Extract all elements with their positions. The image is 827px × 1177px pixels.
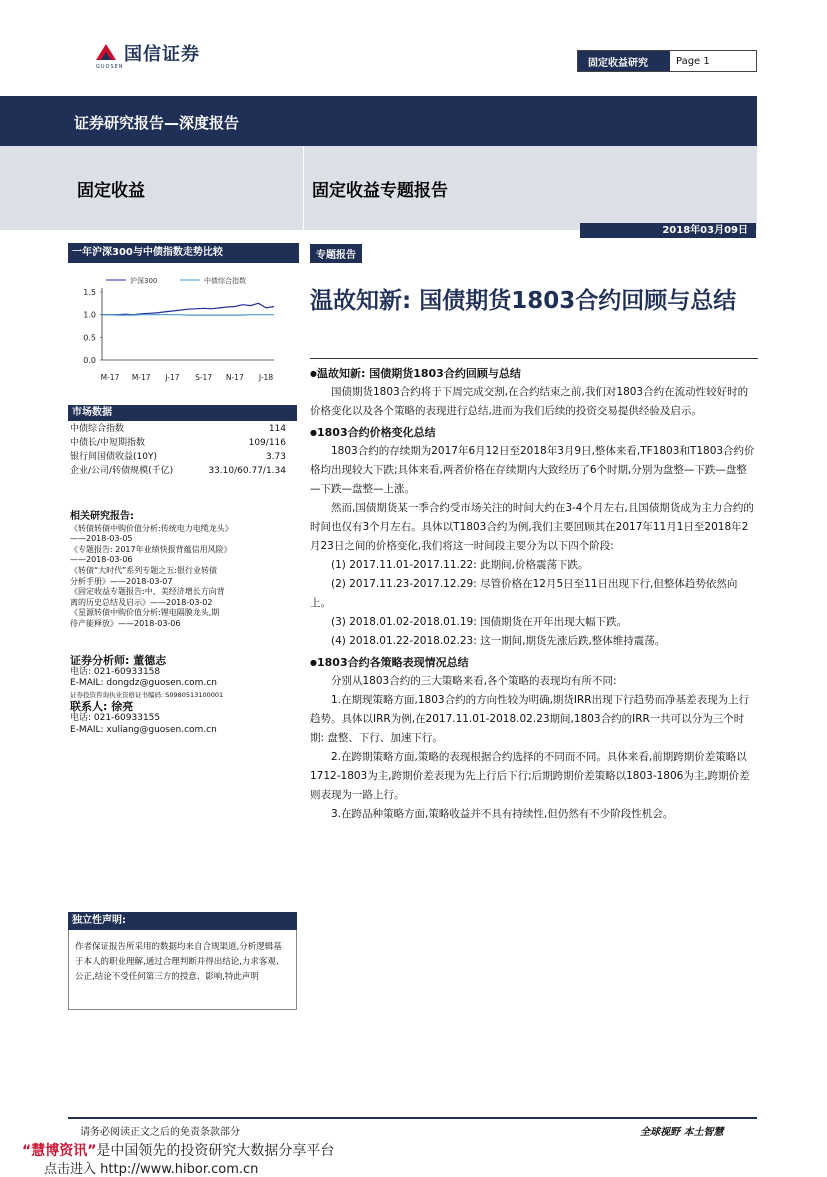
watermark-brand: “慧博资讯” — [22, 1143, 96, 1159]
x-tick-label: M-17 — [101, 373, 120, 382]
index-trend-chart — [68, 266, 299, 390]
related-line: 《转债“大时代”系列专题之五:银行业转债 — [70, 566, 292, 577]
band-divider — [303, 146, 304, 230]
analyst-info — [70, 655, 300, 736]
list-item: (2) 2017.11.23-2017.12.29: 尽管价格在12月5日至11日出现下行,但整体趋势依然向上。 — [310, 575, 756, 613]
contact-email[interactable]: E-MAIL: xuliang@guosen.com.cn — [70, 725, 300, 737]
market-value: 3.73 — [266, 450, 286, 464]
page-header-box — [577, 50, 757, 72]
main-content — [310, 362, 756, 824]
paragraph: 然而,国债期货某一季合约受市场关注的时间大约在3-4个月左右,且国债期货成为主力合约的时间也仅有3个月左右。具体以T1803合约为例,我们主要回顾其在2017年11月1日至2018年2月23日之间的价格变化,我们将这一时间段主要分为以下四个阶段: — [310, 499, 756, 556]
x-tick-label: S-17 — [195, 373, 212, 382]
y-tick-label: 1.0 — [83, 311, 96, 320]
related-line: 《专题报告: 2017年业绩快报背蕴信用风险》 — [70, 545, 292, 556]
independence-heading: 独立性声明: — [68, 912, 297, 930]
legend-label-bond: 中债综合指数 — [204, 276, 246, 285]
list-item: (4) 2018.01.22-2018.02.23: 这一期间,期货先涨后跌,整体维持震荡。 — [310, 632, 756, 651]
market-row — [70, 422, 286, 436]
guosen-logo-icon — [92, 40, 120, 64]
footer-rule — [68, 1117, 757, 1119]
section-heading: ● 1803合约价格变化总结 — [310, 423, 756, 442]
paragraph: 1803合约的存续期为2017年6月12日至2018年3月9日,整体来看,TF1803和T1803合约价格均出现较大下跌;具体来看,两者价格在存续期内大致经历了6个时期,分别为盘整—下跌—盘整—下跌—盘整—上涨。 — [310, 442, 756, 499]
series-line-0 — [102, 303, 274, 314]
list-item: (3) 2018.01.02-2018.01.19: 国债期货在开年出现大幅下跌。 — [310, 613, 756, 632]
x-tick-label: M-17 — [132, 373, 151, 382]
section-heading: ● 温故知新: 国债期货1803合约回顾与总结 — [310, 364, 756, 383]
market-label: 企业/公司/转债规模(千亿) — [70, 464, 173, 478]
related-line: ——2018-03-05 — [70, 534, 292, 545]
series-title: 固定收益专题报告 — [312, 176, 448, 201]
y-tick-label: 1.5 — [83, 288, 96, 297]
paragraph: 2.在跨期策略方面,策略的表现根据合约选择的不同而不同。具体来看,前期跨期价差策略以1712-1803为主,跨期价差表现为先上行后下行;后期跨期价差策略以1803-1806为主,跨期价差则表现为一路上行。 — [310, 748, 756, 805]
category: 固定收益 — [77, 176, 145, 201]
y-tick-label: 0.5 — [83, 333, 96, 342]
related-line: 离的历史总结及启示》——2018-03-02 — [70, 598, 292, 609]
related-line: ——2018-03-06 — [70, 555, 292, 566]
contact-label: 联系人: — [70, 700, 107, 713]
report-date: 2018年03月09日 — [580, 223, 756, 238]
related-line: 《转债转债中购价值分析:传统电力电缆龙头》 — [70, 524, 292, 535]
report-type: 证券研究报告—深度报告 — [74, 112, 239, 133]
related-line: 《固定收益专题报告:中、美经济增长方向背 — [70, 587, 292, 598]
related-heading: 相关研究报告: — [70, 512, 292, 523]
analyst-email[interactable]: E-MAIL: dongdz@guosen.com.cn — [70, 678, 300, 690]
market-label: 银行间国债收益(10Y) — [70, 450, 157, 464]
market-value: 114 — [269, 422, 286, 436]
related-reports — [70, 512, 292, 630]
contact-phone: 电话: 021-60933155 — [70, 713, 300, 725]
logo-name: 国信证券 — [124, 40, 200, 66]
market-row — [70, 450, 286, 464]
market-heading: 市场数据 — [68, 405, 297, 421]
report-type-band — [0, 96, 757, 146]
market-label: 中债长/中短期指数 — [70, 436, 145, 450]
chart-legend — [106, 276, 246, 285]
paragraph: 分别从1803合约的三大策略来看,各个策略的表现均有所不同: — [310, 672, 756, 691]
market-table — [70, 422, 286, 478]
market-label: 中债综合指数 — [70, 422, 124, 436]
market-row — [70, 436, 286, 450]
related-line: 《星源转债中购价值分析:锂电隔膜龙头,期 — [70, 608, 292, 619]
paragraph: 3.在跨品种策略方面,策略收益并不具有持续性,但仍然有不少阶段性机会。 — [310, 805, 756, 824]
analyst-phone: 电话: 021-60933158 — [70, 667, 300, 679]
contact-name: 徐亮 — [111, 700, 133, 713]
footer-slogan: 全球视野 本土智慧 — [640, 1123, 723, 1138]
category-band — [0, 146, 757, 230]
paragraph: 1.在期现策略方面,1803合约的方向性较为明确,期货IRR出现下行趋势而净基差表现为上行趋势。具体以IRR为例,在2017.11.01-2018.02.23期间,1803合约的IRR一共可以分为三个时期: 盘整、下行、加速下行。 — [310, 691, 756, 748]
chart-title: 一年沪深300与中债指数走势比较 — [68, 243, 299, 263]
related-line: 分析手册》——2018-03-07 — [70, 577, 292, 588]
list-item: (1) 2017.11.01-2017.11.22: 此期间,价格震荡下跌。 — [310, 556, 756, 575]
header-page: Page 1 — [670, 51, 756, 71]
market-row — [70, 464, 286, 478]
independence-body: 作者保证报告所采用的数据均来自合规渠道,分析逻辑基于本人的职业理解,通过合理判断并得出结论,力求客观、公正,结论不受任何第三方的授意、影响,特此声明 — [68, 930, 297, 1010]
related-line: 待产能释放》——2018-03-06 — [70, 619, 292, 630]
section-heading: ● 1803合约各策略表现情况总结 — [310, 653, 756, 672]
y-tick-label: 0.0 — [83, 356, 96, 365]
independence-box — [68, 912, 297, 1010]
title-rule — [310, 358, 758, 359]
watermark-line — [22, 1140, 334, 1160]
logo-sub: GUOSEN — [96, 64, 124, 70]
market-value: 109/116 — [249, 436, 286, 450]
watermark-tagline: 是中国领先的投资研究大数据分享平台 — [96, 1143, 334, 1159]
analyst-label: 证券分析师: — [70, 654, 129, 667]
watermark-link[interactable]: 点击进入 http://www.hibor.com.cn — [44, 1158, 258, 1177]
report-tag: 专题报告 — [310, 244, 362, 263]
x-tick-label: J-18 — [258, 373, 273, 382]
contact-heading — [70, 701, 300, 713]
legend-label-hs300: 沪深300 — [130, 276, 157, 285]
paragraph: 国债期货1803合约将于下周完成交割,在合约结束之前,我们对1803合约在流动性较好时的价格变化以及各个策略的表现进行总结,进而为我们后续的投资交易提供经验及启示。 — [310, 383, 756, 421]
analyst-cert: 证券投资咨询执业资格证书编码: S0980513100001 — [70, 690, 300, 702]
analyst-name: 董德志 — [133, 654, 166, 667]
report-title: 温故知新: 国债期货1803合约回顾与总结 — [310, 282, 760, 320]
header-section: 固定收益研究 — [578, 51, 670, 71]
x-tick-label: N-17 — [226, 373, 244, 382]
x-tick-label: J-17 — [164, 373, 179, 382]
analyst-heading — [70, 655, 300, 667]
market-value: 33.10/60.77/1.34 — [208, 464, 286, 478]
footer-disclaimer: 请务必阅读正文之后的免责条款部分 — [80, 1123, 240, 1138]
